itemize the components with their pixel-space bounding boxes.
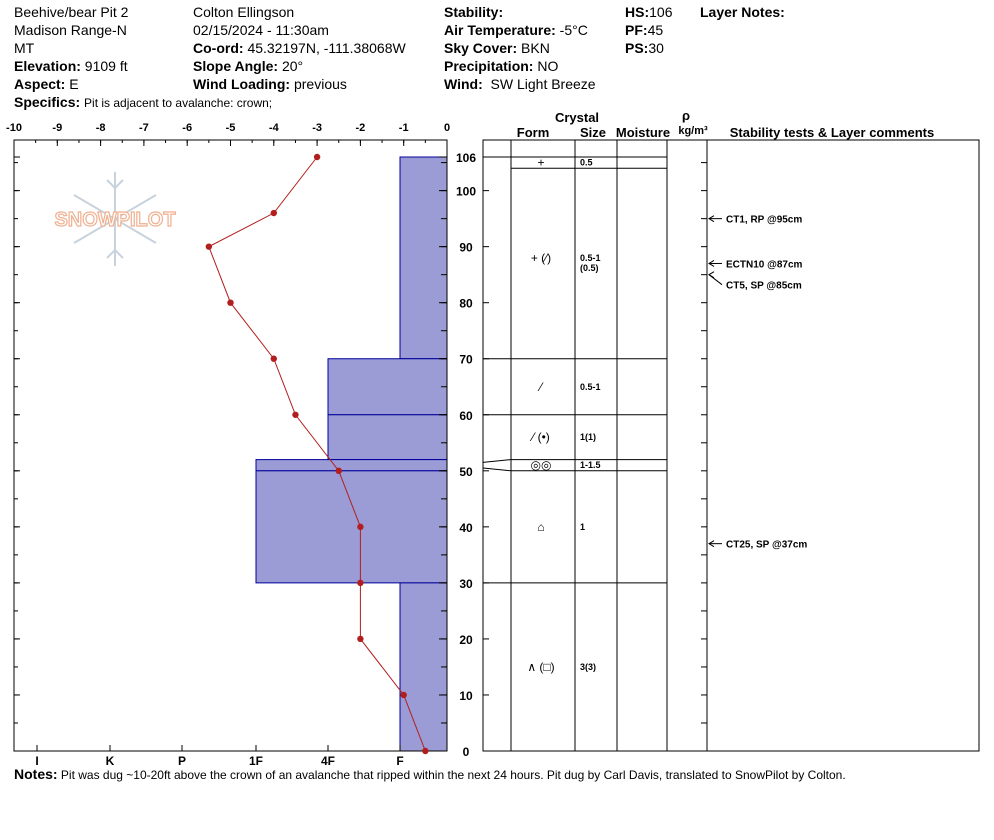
stability-test-label: CT5, SP @85cm (726, 280, 802, 292)
hs-value: 106 (649, 4, 673, 20)
crystal-header: Crystal (554, 110, 600, 125)
hardness-layer-bar (400, 157, 447, 359)
temperature-axis (6, 122, 450, 146)
wind-value: SW Light Breeze (490, 76, 596, 92)
hardness-tick-label: 4F (320, 754, 336, 768)
table-frame (483, 140, 979, 751)
elevation-value: 9109 ft (84, 58, 128, 74)
height-tick-label: 100 (455, 184, 477, 199)
aspect-label: Aspect: (14, 76, 66, 92)
pit-name: Beehive/bear Pit 2 (14, 4, 129, 20)
height-tick-label: 106 (455, 151, 477, 165)
temp-tick-label: -6 (182, 122, 193, 134)
temp-tick-label: -8 (95, 122, 106, 134)
form-header: Form (516, 125, 550, 140)
temp-tick-label: -9 (52, 122, 63, 134)
temperature-point (422, 748, 428, 754)
temperature-point (357, 636, 363, 642)
slope-label: Slope Angle: (193, 58, 279, 74)
crystal-form: ∧ (□) (527, 659, 555, 674)
size-header: Size (579, 125, 607, 140)
temperature-point (336, 468, 342, 474)
comments-header: Stability tests & Layer comments (729, 125, 935, 140)
layer-table (483, 108, 979, 751)
height-tick-label: 10 (459, 688, 473, 703)
layer-notes-label: Layer Notes: (700, 4, 785, 20)
observer-name: Colton Ellingson (193, 4, 295, 20)
hardness-tick-label: K (105, 754, 115, 768)
temperature-point (206, 243, 212, 249)
stability-test-label: ECTN10 @87cm (726, 259, 803, 271)
pf-label: PF: (625, 22, 648, 38)
temperature-point (271, 356, 277, 362)
hardness-tick-label: F (396, 754, 404, 768)
range-name: Madison Range-N (14, 22, 127, 38)
crystal-form: ⌂ (537, 519, 545, 534)
hs-label: HS: (625, 4, 650, 20)
coord-label: Co-ord: (193, 40, 244, 56)
hardness-layer-bar (256, 471, 447, 583)
air-temp-label: Air Temperature: (444, 22, 556, 38)
temp-tick-label: -1 (398, 122, 409, 134)
ps-value: 30 (648, 40, 664, 56)
crystal-size: 0.5-1 (580, 252, 601, 263)
specifics-value: Pit is adjacent to avalanche: crown; (84, 96, 273, 110)
hardness-tick-label: 1F (248, 754, 264, 768)
hardness-tick-label: P (177, 754, 187, 768)
coord-value: 45.32197N, -111.38068W (247, 40, 406, 56)
temp-tick-label: 0 (443, 122, 451, 134)
precip-value: NO (537, 58, 559, 74)
temperature-point (271, 210, 277, 216)
notes-text: Pit was dug ~10-20ft above the crown of an avalanche that ripped within the next 24 hours. Pit dug by Carl Davis, translated to SnowPilot by Colton. (60, 768, 846, 782)
hardness-tick-label: I (35, 754, 39, 768)
sky-label: Sky Cover: (444, 40, 518, 56)
temperature-point (292, 412, 298, 418)
temp-tick-label: -7 (139, 122, 149, 134)
sky-value: BKN (521, 40, 550, 56)
temp-tick-label: -5 (225, 122, 236, 134)
crystal-size: 1 (580, 521, 586, 532)
temperature-point (227, 299, 233, 305)
wind-label: Wind: (444, 76, 483, 92)
crystal-form: ⁄ (539, 379, 543, 394)
notes-row (14, 766, 846, 782)
stability-tests (709, 215, 807, 551)
height-tick-label: 50 (459, 464, 473, 479)
height-tick-label: 30 (459, 576, 473, 591)
snowpilot-logo (54, 172, 175, 266)
temp-tick-label: -2 (355, 122, 366, 134)
hardness-profile (256, 157, 447, 751)
temperature-point (314, 154, 320, 160)
stability-label: Stability: (444, 4, 504, 20)
elevation-label: Elevation: (14, 58, 81, 74)
temperature-point (357, 580, 363, 586)
height-tick-label: 60 (459, 408, 473, 423)
precip-label: Precipitation: (444, 58, 534, 74)
slope-value: 20° (281, 58, 304, 74)
crystal-form: + (⁄) (530, 250, 552, 265)
stability-test-label: CT1, RP @95cm (726, 214, 803, 226)
stability-test-label: CT25, SP @37cm (726, 539, 808, 551)
hardness-layer-bar (328, 359, 447, 415)
air-temp-value: -5°C (559, 22, 588, 38)
crystal-form: + (537, 155, 545, 170)
layer-connector (483, 460, 511, 463)
specifics-label: Specifics: (14, 94, 81, 110)
height-tick-label: 90 (459, 240, 473, 255)
hardness-layer-bar (256, 460, 447, 471)
density-unit: kg/m³ (678, 125, 708, 137)
wind-loading-value: previous (293, 76, 347, 92)
crystal-form: ⁄ (•) (532, 430, 550, 445)
crystal-size: 0.5 (580, 157, 593, 168)
logo-text: SNOWPILOT (54, 209, 176, 231)
height-tick-label: 80 (459, 296, 473, 311)
height-tick-label: 70 (459, 352, 473, 367)
crystal-size: 0.5-1 (580, 381, 601, 392)
wind-loading-label: Wind Loading: (193, 76, 291, 92)
observation-datetime: 02/15/2024 - 11:30am (193, 22, 329, 38)
temperature-point (357, 524, 363, 530)
hardness-layer-bar (400, 583, 447, 751)
crystal-size-secondary: (0.5) (580, 262, 599, 273)
aspect-value: E (69, 76, 79, 92)
temperature-point (401, 692, 407, 698)
hardness-axis (35, 745, 403, 768)
state-name: MT (14, 40, 35, 56)
notes-label: Notes: (14, 766, 58, 782)
height-tick-label: 40 (459, 520, 473, 535)
moisture-header: Moisture (615, 125, 671, 140)
temp-tick-label: -10 (6, 122, 22, 134)
ps-label: PS: (625, 40, 649, 56)
height-tick-label: 0 (462, 745, 470, 759)
crystal-size: 1(1) (580, 432, 597, 443)
crystal-size: 3(3) (580, 661, 597, 672)
hardness-layer-bar (328, 415, 447, 460)
crystal-form: ◎◎ (530, 458, 552, 473)
temp-tick-label: -3 (312, 122, 322, 134)
temp-tick-label: -4 (268, 122, 279, 134)
height-tick-label: 20 (459, 632, 473, 647)
pf-value: 45 (647, 22, 664, 38)
crystal-size: 1-1.5 (580, 460, 601, 471)
density-symbol: ρ (681, 108, 691, 123)
